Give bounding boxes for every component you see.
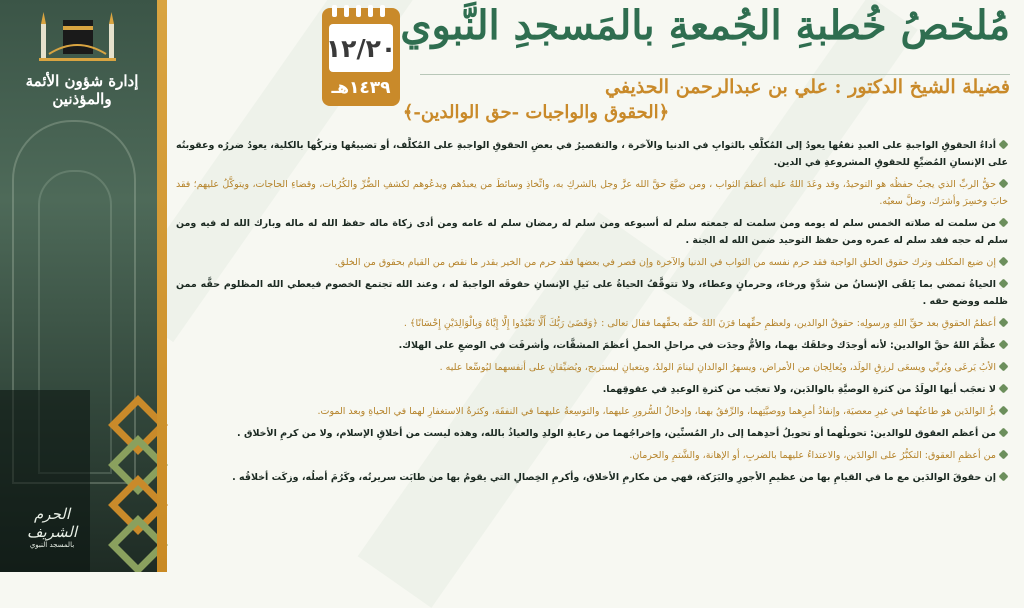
speaker-name: فضيلة الشيخ الدكتور : علي بن عبدالرحمن الحذيفي [605, 76, 1010, 98]
summary-point: برُّ الوالدَين هو طاعتُهما في غيرِ معصيَة، وإنفاذُ أمرِهما ووصيَّتِهما، والرِّفقُ بهما، وإدخالُ السُّرورِ عليهما، والتوسِعةُ عليهما في النفقَة، وكثرةُ الاستغفارِ لهما في الحياةِ وبعد الموت. [176, 403, 1008, 420]
summary-point: عظَّمَ اللهُ حقَّ الوالدين: لأنه أوجدَك وخلقَك بهما، والأمُّ وجدَت في مراحلِ الحملِ أعظمَ المشقَّات، وأشرفَت في الوضعِ على الهلاك. [176, 337, 1008, 354]
bullet-icon [999, 318, 1008, 328]
summary-point: من سلمت له صلاته الخمس سلم له يومه ومن سلمت له جمعته سلم له أسبوعه ومن سلم له رمضان سلم له عامه ومن أدى زكاة ماله حفظ الله له ماله وبارك الله له فيه ومن سلم له حجه فقد سلم له عمره ومن حفظ التوحيد ضمن الله له الجنة . [176, 218, 1008, 246]
summary-point: الأبُ يَرعَى ويُربِّي ويسعَى لرزقِ الولَد، ويُعالِجان من الأمراض، ويسهرُ الوالدانِ لينامَ الولدُ، ويتعبانِ ليستريح، ويُضيِّقانِ على أنفسهما ليُوسِّعا عليه . [176, 359, 1008, 376]
summary-point: أداءُ الحقوقِ الواجبةِ على العبدِ نفعُها يعودُ إلى المُكلَّفِ بالثوابِ في الدنيا والآخرة ، والتقصيرُ في بعضِ الحقوقِ الواجبةِ على المُكلَّف، أو تضييعُها وتركُها بالكلية، يعودُ ضررُه وعقوبتُه على الإنسانِ المُضيِّعِ للحقوقِ المشروعةِ في الدين. [176, 140, 1008, 168]
haram-logo-subtitle: بالمسجد النبوي [29, 541, 75, 549]
bullet-icon [999, 362, 1008, 372]
bullet-icon [999, 450, 1008, 460]
summary-point: إن حقوقَ الوالدَين مع ما في القيامِ بها من عظيمِ الأجورِ والبَرَكة، فهي من مكارمِ الأخلاق، وأكرمِ الخِصالِ التي يقومُ بها من طابَت سريرتُه، وكَرُمَ أصلُه، وزكَت أخلاقُه . [176, 469, 1008, 486]
calendar-rings-icon [322, 5, 400, 17]
summary-point: إن ضيع المكلف وترك حقوق الخلق الواجبة فقد حرم نفسه من الثواب في الدنيا والآخرة وإن قصر في بعضها فقد حرم من الخير بقدر ما نقص من القيام بحقوق من الخلق. [176, 254, 1008, 271]
summary-point: الحياةُ تمضي بما يَلقَى الإنسانُ من شدَّةٍ ورخاء، وحرمانٍ وعطاء، ولا تتوقَّفُ الحياةُ على نَيلِ الإنسانِ حقوقَه الواجبةَ له ، وعند الله تجتمع الخصوم فيعطي الله المظلوم حقَّه ممن ظلمه ووضع حقه . [176, 279, 1008, 307]
summary-point: حقُّ الربِّ الذي يجبُ حفظُه هو التوحيدُ، وقد وعَدَ اللهُ عليه أعظمَ الثواب ، ومن ضيَّعَ حقَّ الله عزَّ وجل بالشركِ به، واتِّخاذِ وسائطَ من يعبدُهم ويدعُوهم لكشفِ الضُّرِّ والكُرُبات، وقضاءِ الحاجات، ويتوكَّلُ عليهم؛ فقد خابَ وخسِرَ وأشرَك، وضلَّ سعيُه. [176, 179, 1008, 207]
bullet-icon [999, 340, 1008, 350]
bullet-icon [999, 406, 1008, 416]
summary-point: لا تعجَب أيها الولَدُ من كثرةِ الوصيَّةِ بالوالدَين، ولا تعجَب من كثرةِ الوعيدِ في عقوقِهما. [176, 381, 1008, 398]
bullet-icon [999, 472, 1008, 482]
summary-point: من أعظم العقوق للوالدين: تحويلُهما أو تحويلُ أحدِهما إلى دار المُسنِّين، وإخراجُهما من رعايةِ الولدِ والعياذُ بالله، وهذه ليست من أخلاقِ الإسلام، ولا من كرمِ الأخلاق . [176, 425, 1008, 442]
page-title: مُلخصُ خُطبةِ الجُمعةِ بالمَسجدِ النَّبوي [400, 2, 1010, 49]
department-logo-text: إدارة شؤون الأئمة والمؤذنين [25, 72, 139, 108]
summary-point: من أعظمِ العقوق: التكبُّرُ على الوالدَين، والاعتداءُ عليهما بالضربِ، أو الإهانة، والشَّتمِ والحرمان. [176, 447, 1008, 464]
kaaba-mosque-logo-icon [35, 6, 120, 66]
bullet-icon [999, 140, 1008, 150]
sermon-summary [176, 137, 1008, 491]
bullet-icon [999, 384, 1008, 394]
haram-logo [22, 505, 82, 549]
calendar-date-badge [322, 8, 400, 106]
bullet-icon [999, 428, 1008, 438]
sermon-topic: ﴿الحقوق والواجبات -حق الوالدين-﴾ [402, 102, 670, 123]
bullet-icon [999, 279, 1008, 289]
calendar-year: ١٤٣٩هـ [331, 78, 391, 98]
haram-logo-calligraphy: الحرم الشريف [26, 505, 78, 541]
summary-point: أعظمُ الحقوقِ بعد حقِّ اللهِ ورسولِه: حقوقُ الوالدين، ولعظمِ حقِّهما قرَنَ اللهُ حقَّه بحقِّهما فقال تعالى : ﴿وَقَضَىٰ رَبُّكَ أَلَّا تَعْبُدُوا إِلَّا إِيَّاهُ وَبِالْوَالِدَيْنِ إِحْسَانًا﴾ . [176, 315, 1008, 332]
calendar-date: ١٢/٢٠ [329, 24, 393, 72]
bullet-icon [999, 257, 1008, 267]
bullet-icon [999, 218, 1008, 228]
bullet-icon [999, 179, 1008, 189]
header-divider [420, 74, 1010, 75]
gold-divider-strip [157, 0, 167, 572]
